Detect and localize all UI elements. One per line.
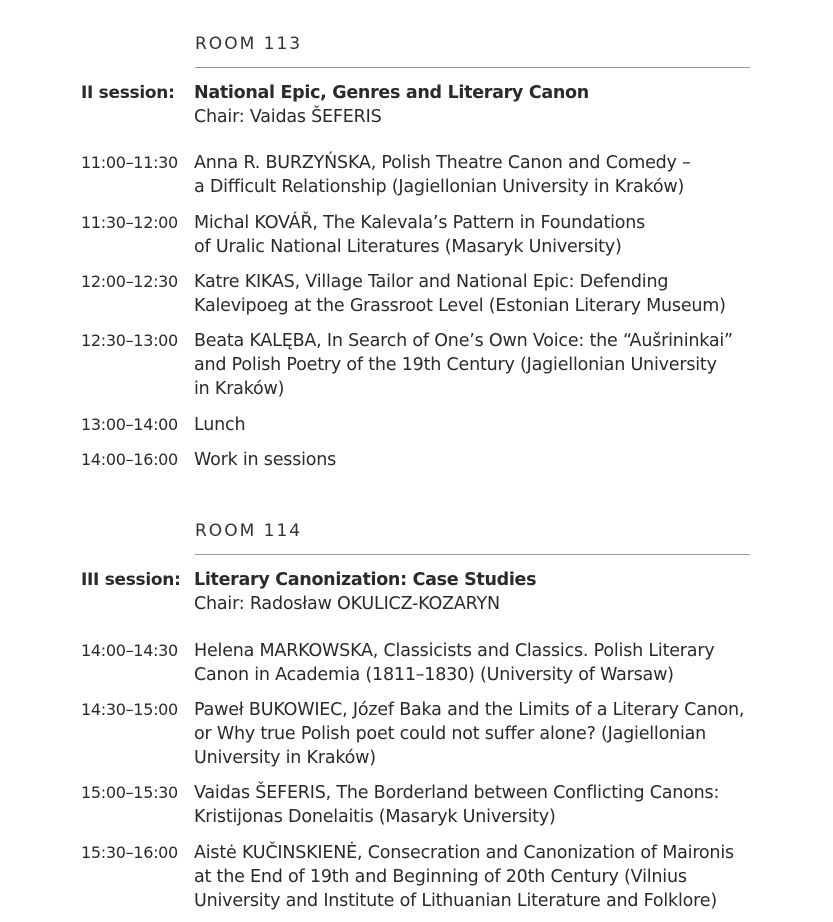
- talk-line: Vaidas ŠEFERIS, The Borderland between Conflicting Canons:: [194, 783, 720, 803]
- talk-line: Kristijonas Donelaitis (Masaryk University): [194, 807, 556, 827]
- room-heading: ROOM 113: [195, 34, 303, 54]
- room-heading: ROOM 114: [195, 521, 303, 541]
- talk-line: University and Institute of Lithuanian Literature and Folklore): [194, 891, 717, 911]
- schedule-item: [81, 151, 761, 199]
- talk-line: in Kraków): [194, 379, 285, 399]
- schedule-item: [81, 698, 761, 770]
- talk-line: Katre KIKAS, Village Tailor and National Epic: Defending: [194, 272, 669, 292]
- talk-line: Kalevipoeg at the Grassroot Level (Estonian Literary Museum): [194, 296, 726, 316]
- schedule-item: [81, 270, 761, 318]
- talk-line: Beata KALĘBA, In Search of One’s Own Voice: the “Aušrininkai”: [194, 331, 733, 351]
- talk-line: of Uralic National Literatures (Masaryk University): [194, 237, 622, 257]
- session-chair: Chair: Radosław OKULICZ-KOZARYN: [194, 594, 500, 614]
- talk-line: Michal KOVÁŘ, The Kalevala’s Pattern in Foundations: [194, 213, 646, 233]
- time-slot: 14:30–15:00: [81, 700, 178, 719]
- session-title: Literary Canonization: Case Studies: [194, 570, 537, 590]
- talk-line: Helena MARKOWSKA, Classicists and Classics. Polish Literary: [194, 641, 715, 661]
- activity-label: Work in sessions: [194, 450, 337, 470]
- talk-line: or Why true Polish poet could not suffer alone? (Jagiellonian: [194, 724, 707, 744]
- time-slot: 12:00–12:30: [81, 272, 178, 291]
- schedule-item: [81, 329, 761, 401]
- time-slot: 12:30–13:00: [81, 331, 178, 350]
- room-divider: [195, 554, 750, 555]
- talk-line: and Polish Poetry of the 19th Century (Jagiellonian University: [194, 355, 717, 375]
- talk-line: a Difficult Relationship (Jagiellonian University in Kraków): [194, 177, 685, 197]
- talk-line: University in Kraków): [194, 748, 376, 768]
- talk-line: Canon in Academia (1811–1830) (University of Warsaw): [194, 665, 674, 685]
- schedule-item: [81, 211, 761, 259]
- session-title: National Epic, Genres and Literary Canon: [194, 83, 589, 103]
- talk-line: Paweł BUKOWIEC, Józef Baka and the Limits of a Literary Canon,: [194, 700, 745, 720]
- session-label: III session:: [81, 570, 181, 590]
- talk-line: at the End of 19th and Beginning of 20th Century (Vilnius: [194, 867, 687, 887]
- time-slot: 13:00–14:00: [81, 415, 178, 434]
- time-slot: 15:00–15:30: [81, 783, 178, 802]
- schedule-item: [81, 448, 761, 472]
- session-header: [81, 568, 761, 616]
- schedule-item: [81, 781, 761, 829]
- room-divider: [195, 67, 750, 68]
- time-slot: 14:00–16:00: [81, 450, 178, 469]
- session-label: II session:: [81, 83, 175, 103]
- session-header: [81, 81, 761, 129]
- break-label: Lunch: [194, 415, 246, 435]
- time-slot: 11:30–12:00: [81, 213, 178, 232]
- talk-line: Aistė KUČINSKIENĖ, Consecration and Canonization of Maironis: [194, 843, 734, 863]
- time-slot: 15:30–16:00: [81, 843, 178, 862]
- time-slot: 14:00–14:30: [81, 641, 178, 660]
- schedule-item: [81, 413, 761, 437]
- session-chair: Chair: Vaidas ŠEFERIS: [194, 107, 382, 127]
- time-slot: 11:00–11:30: [81, 153, 178, 172]
- talk-line: Anna R. BURZYŃSKA, Polish Theatre Canon and Comedy –: [194, 153, 691, 173]
- schedule-item: [81, 639, 761, 687]
- schedule-item: [81, 841, 761, 913]
